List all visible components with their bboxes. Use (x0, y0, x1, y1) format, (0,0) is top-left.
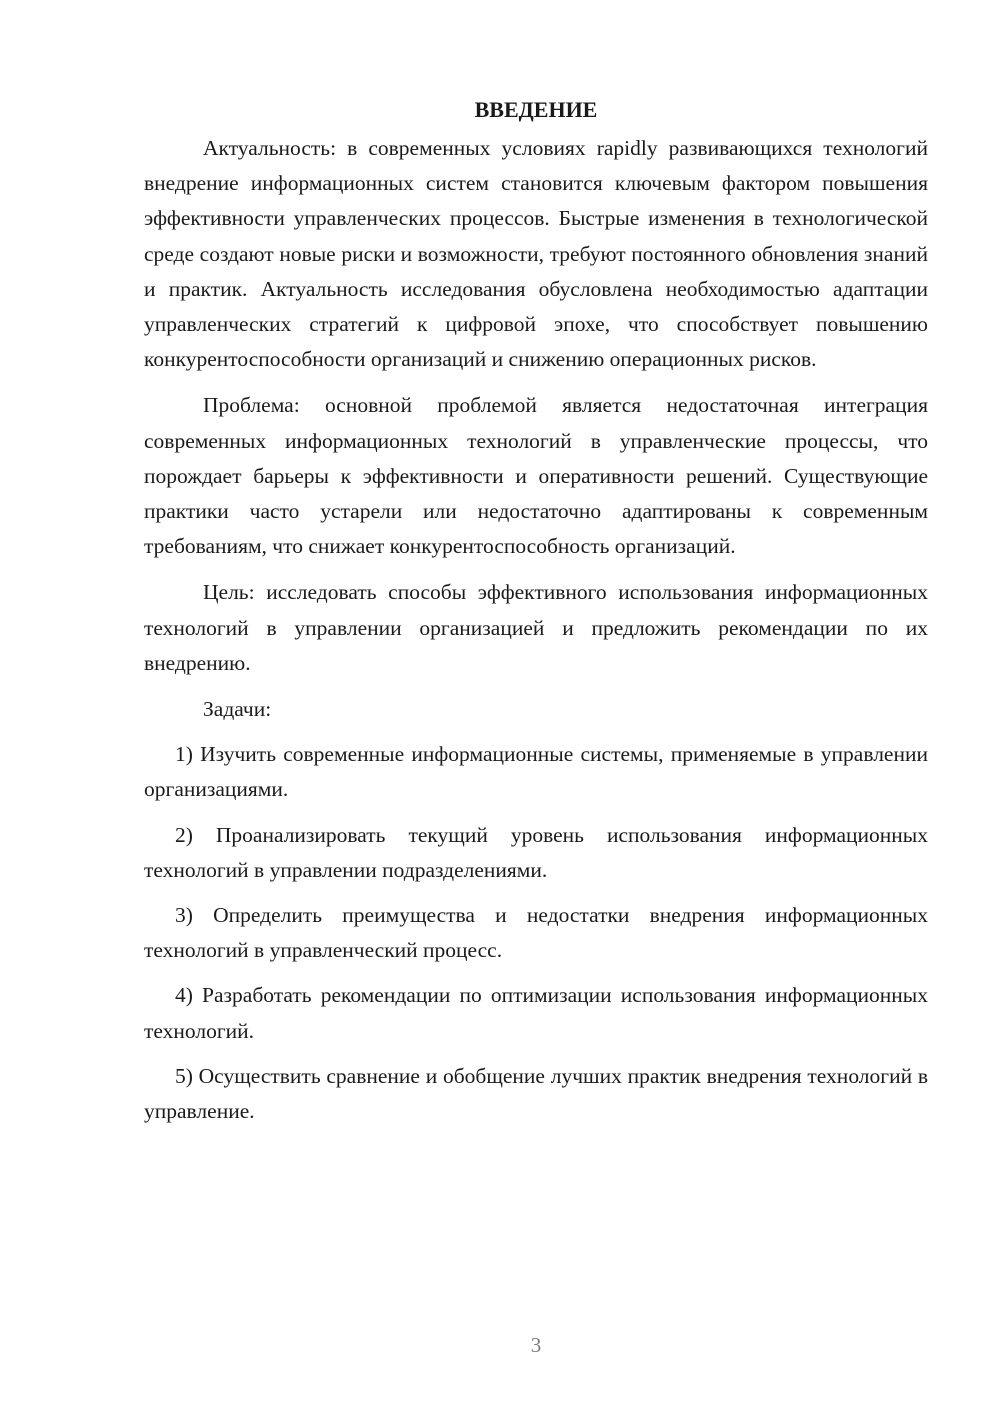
problem-paragraph: Проблема: основной проблемой является недостаточная интеграция современных информационных технологий в управленческие процессы, что порождает барьеры к эффективности и оперативности решений. Существующие практики часто устарели или недостаточно адаптированы к современным требованиям, что снижает конкурентоспособность организаций. (144, 393, 928, 559)
page-number: 3 (530, 1333, 542, 1357)
relevance-paragraph: Актуальность: в современных условиях rapidly развивающихся технологий внедрение информационных систем становится ключевым фактором повышения эффективности управленческих процессов. Быстрые изменения в технологической среде создают новые риски и возможности, требуют постоянного обновления знаний и практик. Актуальность исследования обусловлена необходимостью адаптации управленческих стратегий к цифровой эпохе, что способствует повышению конкурентоспособности организаций и снижению операционных рисков. (144, 136, 928, 372)
task-item: 4) Разработать рекомендации по оптимизации использования информационных технологий. (144, 983, 928, 1043)
tasks-heading: Задачи: (203, 697, 272, 722)
goal-paragraph: Цель: исследовать способы эффективного использования информационных технологий в управлении организацией и предложить рекомендации по их внедрению. (144, 580, 928, 675)
document-page (144, 92, 928, 1129)
task-item: 2) Проанализировать текущий уровень использования информационных технологий в управлении подразделениями. (144, 822, 928, 882)
task-item: 5) Осуществить сравнение и обобщение лучших практик внедрения технологий в управление. (144, 1063, 928, 1124)
section-title: ВВЕДЕНИЕ (474, 97, 598, 122)
task-item: 1) Изучить современные информационные системы, применяемые в управлении организациями. (144, 742, 928, 802)
task-item: 3) Определить преимущества и недостатки внедрения информационных технологий в управленческий процесс. (144, 903, 928, 963)
tasks-list (144, 737, 928, 1129)
